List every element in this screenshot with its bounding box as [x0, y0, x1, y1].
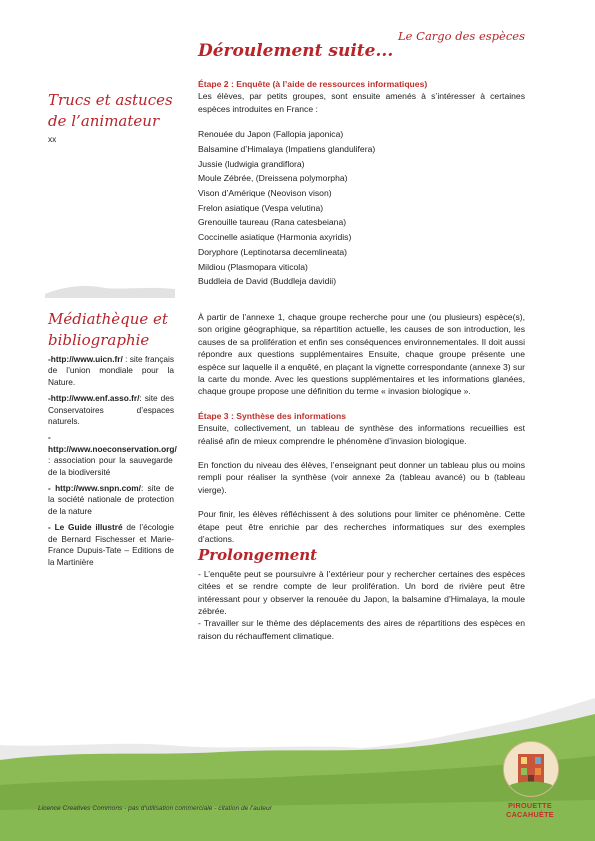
bibliography-section [48, 309, 177, 573]
bibliography-list [48, 354, 177, 568]
list-item: Mildiou (Plasmopara viticola) [198, 261, 308, 272]
bibliography-reference: - Le Guide illustré [48, 522, 123, 533]
grass-separator [45, 280, 175, 298]
bibliography-entry: -http://www.uicn.fr/ : site français de l’union mondiale pour la Nature. [48, 354, 175, 387]
list-item: Moule Zébrée, (Dreissena polymorpha) [198, 173, 348, 184]
list-item: Doryphore (Leptinotarsa decemlineata) [198, 246, 348, 257]
list-item: Renouée du Japon (Fallopia japonica) [198, 129, 344, 140]
list-item: Vison d’Amérique (Neovison vison) [198, 188, 332, 199]
step3-paragraph-1: Ensuite, collectivement, un tableau de synthèse des informations recueillies est réalisé afin de mieux comprendre le phénomène d’invasion biologique. [198, 423, 525, 446]
logo-illustration-icon [504, 742, 558, 796]
bibliography-link[interactable]: -http://www.uicn.fr/ [48, 354, 123, 364]
pirouette-logo [503, 741, 559, 797]
bibliography-heading [48, 309, 174, 351]
logo-text: PIROUETTE CACAHUÈTE [506, 801, 554, 819]
species-list [198, 127, 525, 289]
list-item: Balsamine d’Himalaya (Impatiens glandulifera) [198, 143, 376, 154]
bibliography-heading-line2: bibliographie [48, 331, 150, 349]
list-item: Jussie (ludwigia grandiflora) [198, 158, 305, 169]
tips-heading-line2: de l’animateur [48, 112, 160, 130]
license-footer: Licence Creatives Commons - pas d’utilisation commerciale - citation de l’auteur [38, 805, 272, 812]
document-title: Le Cargo des espèces [398, 29, 525, 43]
tips-text: xx [48, 134, 57, 144]
bibliography-entry: -http://www.enf.asso.fr/: site des Conservatoires d’espaces naturels. [48, 393, 174, 427]
bibliography-link[interactable]: -http://www.enf.asso.fr/ [48, 393, 140, 404]
page-title: Déroulement suite... [198, 41, 394, 61]
tips-heading [48, 90, 174, 132]
step3-heading: Étape 3 : Synthèse des informations [198, 410, 347, 421]
list-item: Buddleia de David (Buddleja davidii) [198, 276, 337, 287]
bibliography-link[interactable]: - http://www.snpn.com/ [48, 483, 141, 494]
prolongement-item-1: - L’enquête peut se poursuivre à l’extérieur pour y rechercher certaines des espèces citées et se rendre compte de leur prolifération. Un bord de rivière peut être intéressant pour y observer la renouée du Japon, la balsamine d’Himalaya, la moule zébrée. [198, 568, 525, 617]
bibliography-heading-line1: Médiathèque et [48, 310, 168, 328]
step2-heading: Étape 2 : Enquête (à l’aide de ressources informatiques) [198, 79, 428, 89]
tips-heading-line1: Trucs et astuces [48, 91, 173, 109]
bibliography-entry: - http://www.snpn.com/: site de la société nationale de protection de la nature [48, 483, 174, 516]
tips-section [48, 90, 174, 145]
list-item: Coccinelle asiatique (Harmonia axyridis) [198, 232, 352, 243]
prolongement-heading: Prolongement [198, 546, 318, 565]
list-item: Frelon asiatique (Vespa velutina) [198, 202, 324, 213]
bibliography-entry: - Le Guide illustré de l’écologie de Bernard Fischesser et Marie-France Dupuis-Tate – Editions de la Martinière [48, 522, 175, 567]
step2-paragraph: À partir de l’annexe 1, chaque groupe recherche pour une (ou plusieurs) espèce(s), son origine géographique, sa répartition actuelle, les causes de son introduction, les causes de sa prolifération et enfin ses conséquences environnementales. Il doit aussi répondre aux questions supplémentaires Ensuite, chaque groupe présente une espèce sur laquelle il a enquêté, en plaçant la vignette correspondante (annexe 3) sur la carte du monde. Avec les questions supplémentaires et les informations glanées, chaque groupe propose une définition du terme « invasion biologique ». [198, 311, 525, 397]
main-content [198, 78, 525, 642]
bibliography-entry: - http://www.noeconservation.org/ : association pour la sauvegarde de la biodiversité [48, 432, 177, 477]
step3-paragraph-2: En fonction du niveau des élèves, l’enseignant peut donner un tableau plus ou moins rempli pour réaliser la synthèse (voir annexe 2a (tableau avancé) ou b (tableau vierge). [198, 460, 525, 495]
list-item: Grenouille taureau (Rana catesbeiana) [198, 217, 347, 228]
step3-paragraph-3: Pour finir, les élèves réfléchissent à des solutions pour limiter ce phénomène. Cette étape peut être enrichie par des recherches informatiques sur des exemples d’actions. [198, 509, 525, 545]
step2-intro: Les élèves, par petits groupes, sont ensuite amenés à s’intéresser à certaines espèces introduites en France : [198, 91, 525, 114]
bibliography-link[interactable]: - http://www.noeconservation.org/ [48, 432, 177, 454]
prolongement-item-2: - Travailler sur le thème des déplacements des aires de répartitions des espèces en raison du réchauffement climatique. [198, 618, 525, 641]
